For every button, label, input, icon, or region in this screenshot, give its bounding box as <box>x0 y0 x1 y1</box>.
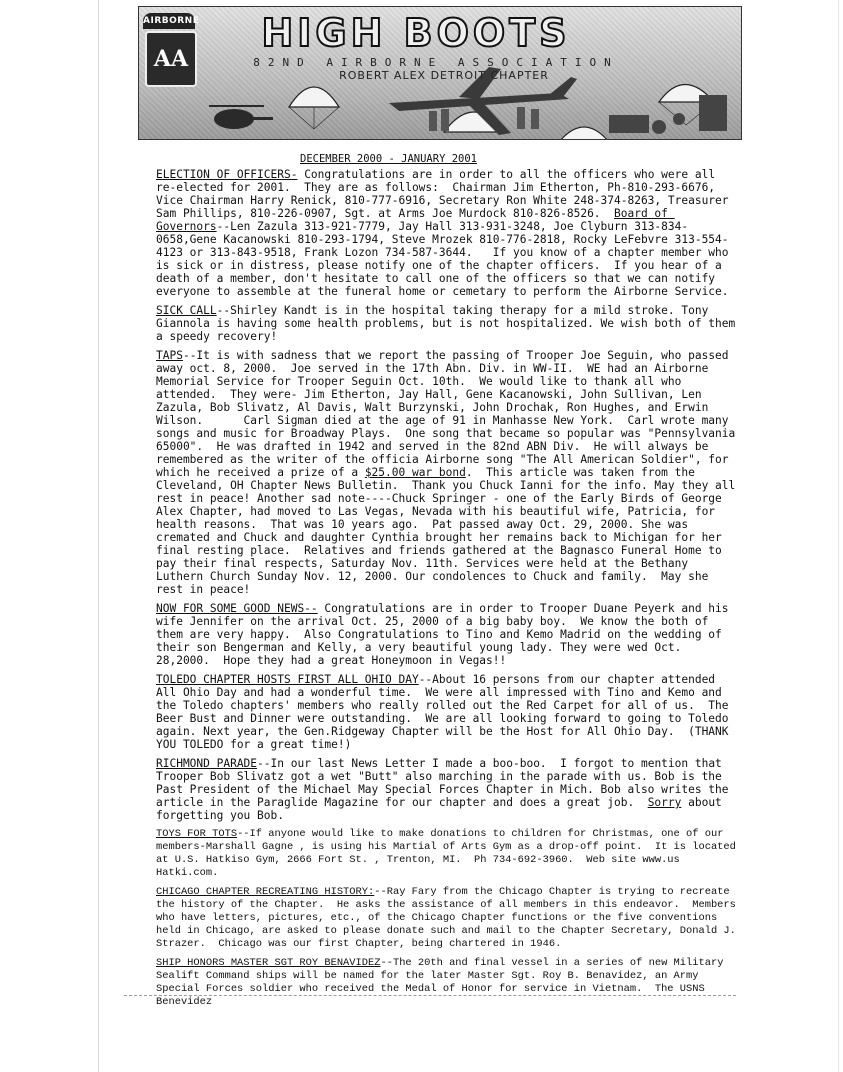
article-heading: TAPS <box>156 349 183 362</box>
article-subheading: Board of Governors <box>156 207 675 233</box>
article-sick-call <box>156 304 742 343</box>
article-taps <box>156 349 742 596</box>
article-heading: RICHMOND PARADE <box>156 757 258 770</box>
association-name: 82ND AIRBORNE ASSOCIATION <box>253 56 619 69</box>
article-good-news <box>156 602 736 667</box>
article-chicago-history <box>156 886 743 951</box>
article-text: --Shirley Kandt is in the hospital taking therapy for a mild stroke. Tony Giannola is having some health problems, but is not hospitalized. We wish both of them a speedy recovery! <box>156 304 742 343</box>
article-text: . This article was taken from the Cleveland, OH Chapter News Bulletin. Thank you Chuck Ianni for the info. May they all rest in peace! Another sad note----Chuck Springer - one of the Early Birds of George Alex Chapter, had moved to Las Vegas, Nevada with his beautiful wife, Patricia, for health reasons. That was 10 years ago. Pat passed away Oct. 29, 2000. She was cremated and Chuck and daughter Cynthia brought her remains back to Michigan for her final resting place. Relatives and friends gathered at the Bagnasco Funeral Home to pay their final respects, Saturday Nov. 11th. Services were held at the Bethany Luthern Church Sunday Nov. 12, 2000. Our condolences to Chuck and family. May she rest in peace! <box>156 466 742 596</box>
article-text: --Len Zazula 313-921-7779, Jay Hall 313-931-3248, Joe Clyburn 313-834-0658,Gene Kacanowski 810-293-1794, Steve Mrozek 810-776-2818, Rocky LeFebvre 313-554-4123 or 313-843-9518, Frank Lozon 734-587-3644. If you know of a chapter member who is sick or in distress, please notify one of the chapter officers. If you hear of a death of a member, don't hesitate to call one of the officers so that we can notify everyone to assemble at the funeral home or cemetary to perform the Airborne Service. <box>156 220 736 298</box>
airborne-patch-logo <box>143 13 200 83</box>
article-heading: SHIP HONORS MASTER SGT ROY BENAVIDEZ <box>156 957 381 969</box>
patch-aa-emblem: AA <box>145 31 197 87</box>
article-text: --If anyone would like to make donations to children for Christmas, one of our members-Marshall Gagne , is using his Martial of Arts Gym as a drop-off point. It is located at U.S. Hatkiso Gym, 2666 Fort St. , Trenton, MI. Ph 734-692-3960. Web site www.us Hatki.com. <box>156 828 743 879</box>
article-text: --Ray Fary from the Chicago Chapter is trying to recreate the history of the Chapter. He asks the assistance of all members in this endeavor. Members who have letters, pictures, etc., of the Chicago Chapter functions or the five conventions held in Chicago, are asked to please donate such and mail to the Chapter Secretary, Donald J. Strazer. Chicago was our first Chapter, being chartered in 1946. <box>156 886 743 950</box>
article-heading: TOYS FOR TOTS <box>156 828 238 840</box>
article-heading: ELECTION OF OFFICERS- <box>156 168 298 181</box>
patch-arc-text: AIRBORNE <box>143 13 195 29</box>
page-edge-left <box>98 0 99 1072</box>
article-text: --About 16 persons from our chapter attended All Ohio Day and had a wonderful time. We were all impressed with Tino and Kemo and the Toledo chapters' members who really rolled out the Red Carpet for all of us. The Beer Bust and Dinner were outstanding. We are all looking forward to going to Toledo again. Next year, the Gen.Ridgeway Chapter will be the Host for All Ohio Day. (THANK YOU TOLEDO for a great time!) <box>156 673 736 751</box>
newsletter-title: HIGH BOOTS <box>261 11 571 55</box>
article-heading: CHICAGO CHAPTER RECREATING HISTORY: <box>156 886 375 898</box>
article-ship-honors <box>156 957 736 1009</box>
parachute-canopy-3 <box>559 127 609 139</box>
page-bottom-rule <box>124 995 736 997</box>
parachute-canopy-1 <box>289 87 339 107</box>
article-text: --It is with sadness that we report the passing of Trooper Joe Seguin, who passed away oct. 8, 2000. Joe served in the 17th Abn. Div. in WW-II. WE had an Airborne Memorial Service for Trooper Seguin Oct. 10th. We would like to thank all who attended. They were- Jim Etherton, Jay Hall, Gene Kacanowski, John Sullivan, Len Zazula, Bob Slivatz, Al Davis, Walt Burzynski, John Drochak, Ron Hughes, and Erwin Wilson. Carl Sigman died at the age of 91 in Manhasse New York. Carl wrote many songs and music for Broadway Plays. One song that became so popular was "Pennsylvania 65000". He was drafted in 1942 and served in the 82nd ABN Div. He will always be remembered as the writer of the officia Airborne song "The All American Soldier", for which he received a prize of a <box>156 349 742 479</box>
chapter-name: ROBERT ALEX DETROIT CHAPTER <box>339 69 549 82</box>
article-emphasis: $25.00 war bond <box>364 466 466 479</box>
article-text: Congratulations are in order to Trooper Duane Peyerk and his wife Jennifer on the arrival Oct. 25, 2000 of a big baby boy. We know the both of them are very happy. Also Congratulations to Tino and Kemo Madrid on the wedding of their son Bengerman and Kelly, a very beautiful young lady. They were wed Oct. 28,2000. Hope they had a great Honeymoon in Vegas!! <box>156 602 736 667</box>
page-edge-right <box>838 0 839 1072</box>
article-emphasis: Sorry <box>647 796 682 809</box>
article-text: --The 20th and final vessel in a series of new Military Sealift Command ships will be named for the later Master Sgt. Roy B. Benavidez, an Army Special Forces soldier who received the Medal of Honor for service in Vietnam. The USNS Benevidez <box>156 957 730 1008</box>
masthead-banner <box>138 6 742 140</box>
article-richmond-parade <box>156 757 736 822</box>
article-heading: TOLEDO CHAPTER HOSTS FIRST ALL OHIO DAY <box>156 673 419 686</box>
article-heading: SICK CALL <box>156 304 217 317</box>
article-text: --In our last News Letter I made a boo-boo. I forgot to mention that Trooper Bob Slivatz got a wet "Butt" also marching in the parade with us. Bob is the Past President of the Michael May Special Forces Chapter in Mich. Bob also writes the article in the Paraglide Magazine for our chapter and does a great job. <box>156 757 736 809</box>
article-toledo <box>156 673 736 751</box>
article-toys-for-tots <box>156 828 743 880</box>
issue-date: DECEMBER 2000 - JANUARY 2001 <box>300 153 478 165</box>
newsletter-body <box>156 168 743 1015</box>
article-heading: NOW FOR SOME GOOD NEWS-- <box>156 602 318 615</box>
article-text: about forgetting you Bob. <box>156 796 729 822</box>
article-election <box>156 168 736 298</box>
article-text: Congratulations are in order to all the officers who were all re-elected for 2001. They are as follows: Chairman Jim Etherton, Ph-810-293-6676, Vice Chairman Harry Renick, 810-777-6916, Secretary Ron White 248-374-8263, Treasurer Sam Phillips, 810-226-0907, Sgt. at Arms Joe Murdock 810-826-8526. <box>156 168 736 220</box>
